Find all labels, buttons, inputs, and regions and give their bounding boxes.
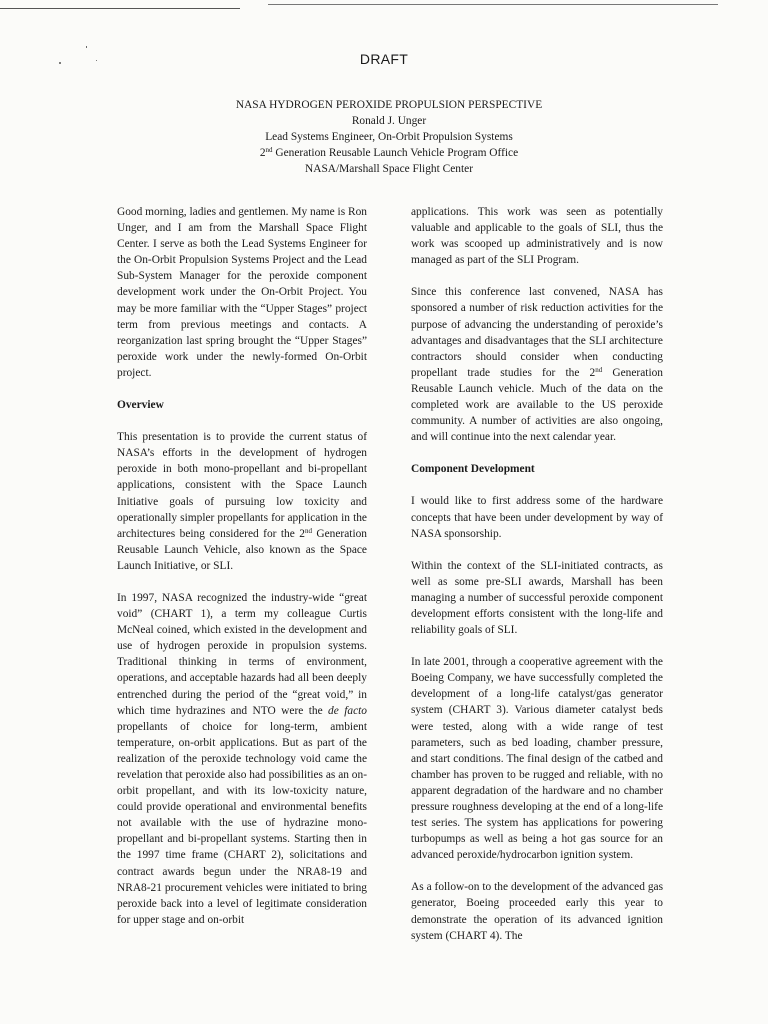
paragraph-text: propellants of choice for long-term, ambient temperature, on-orbit applications. But as part of the realization of the peroxide technology void came the revelation that peroxide also had possibilities as an on-orbit propellant, and with its low-toxicity nature, could provide operational and environmental benefits not available with the use of hydrazine mono-propellant and bi-propellant systems. Starting then in the 1997 time frame (CHART 2), solicitations and contract awards begun under the NRA8-19 and NRA8-21 procurement vehicles were initiated to bring peroxide back into a level of legitimate consideration for upper stage and on-orbit [117, 720, 367, 926]
italic-term: de facto [328, 704, 367, 717]
heading-overview: Overview [117, 399, 164, 412]
scan-rule-left [0, 8, 240, 9]
scan-speck [86, 46, 87, 48]
paragraph-text: In 1997, NASA recognized the industry-wide “great void” (CHART 1), a term my colleague Curtis McNeal coined, which existed in the development and use of hydrogen peroxide in propulsion systems. Traditional thinking in terms of environment, operations, and acceptable hazards had all been deeply entrenched during the period of the “great void,” in which time hydrazines and NTO were the [117, 591, 367, 717]
program-office [0, 145, 768, 161]
paragraph-text: Generation Reusable Launch vehicle. Much of the data on the completed work are available to the US peroxide community. A number of activities are also ongoing, and will continue into the next calendar year. [411, 366, 664, 444]
paragraph-ignition-system: As a follow-on to the development of the advanced gas generator, Boeing proceeded early this year to demonstrate the operation of its advanced ignition system (CHART 4). The [411, 881, 663, 942]
author-role: Lead Systems Engineer, On-Orbit Propulsion Systems [265, 131, 513, 143]
program-office-text: Generation Reusable Launch Vehicle Program Office [272, 147, 519, 159]
paragraph-hardware-concepts: I would like to first address some of the hardware concepts that have been under development by way of NASA sponsorship. [411, 495, 663, 540]
paragraph-great-void [117, 590, 367, 928]
program-ordinal: 2 [259, 147, 266, 159]
ordinal-suffix: nd [304, 526, 312, 535]
paragraph-introduction: Good morning, ladies and gentlemen. My name is Ron Unger, and I am from the Marshall Space Flight Center. I serve as both the Lead Systems Engineer for the On-Orbit Propulsion Systems Project and the Lead Sub-System Manager for the peroxide component development work under the On-Orbit Project. You may be more familiar with the “Upper Stages” project term from previous meetings and contacts. A reorganization last spring brought the “Upper Stages” peroxide work under the newly-formed On-Orbit project. [117, 206, 367, 379]
paragraph-sli-contracts: Within the context of the SLI-initiated contracts, as well as some pre-SLI awards, Marshall has been managing a number of successful peroxide component development efforts consistent with the long-life and reliability goals of SLI. [411, 559, 663, 637]
paragraph-sli-applications: applications. This work was seen as potentially valuable and applicable to the goals of SLI, thus the work was scooped up administratively and is now managed as part of the SLI Program. [411, 206, 663, 267]
left-column [117, 204, 367, 944]
ordinal-suffix: nd [595, 365, 603, 374]
right-column [411, 204, 663, 960]
program-ordinal-suffix: nd [265, 146, 273, 154]
draft-label: DRAFT [359, 51, 409, 67]
paragraph-text: Since this conference last convened, NASA has sponsored a number of risk reduction activities for the purpose of advancing the understanding of peroxide’s advantages and disadvantages that the SLI architecture contractors should consider when conducting propellant trade studies for the 2 [411, 286, 663, 379]
paragraph-overview [117, 429, 367, 574]
author-name: Ronald J. Unger [351, 115, 427, 127]
paragraph-gas-generator: In late 2001, through a cooperative agreement with the Boeing Company, we have successfully completed the development of a long-life catalyst/gas generator system (CHART 3). Various diameter catalyst beds were tested, along with a wide range of test parameters, such as bed loading, chamber pressure, and start conditions. The final design of the catbed and chamber has proven to be rugged and reliable, with no apparent degradation of the hardware and no chamber pressure roughness developing at the end of a long-life test series. The system has applications for powering turbopumps as well as being a hot gas source for an advanced peroxide/hydrocarbon ignition system. [411, 656, 663, 862]
author-center: NASA/Marshall Space Flight Center [305, 163, 473, 175]
paragraph-text: Generation Reusable Launch Vehicle, also known as the Space Launch Initiative, or SLI. [117, 527, 367, 572]
heading-component-development: Component Development [411, 463, 535, 476]
document-title: NASA HYDROGEN PEROXIDE PROPULSION PERSPECTIVE [235, 99, 543, 111]
paragraph-text: This presentation is to provide the current status of NASA’s efforts in the development of hydrogen peroxide in both mono-propellant and bi-propellant applications, consistent with the Space Launch Initiative goals of pursuing low toxicity and operationally simpler propellants for application in the architectures being considered for the 2 [117, 431, 367, 540]
scan-rule-right [268, 4, 718, 5]
paragraph-risk-reduction [411, 284, 663, 445]
document-header [0, 97, 768, 177]
